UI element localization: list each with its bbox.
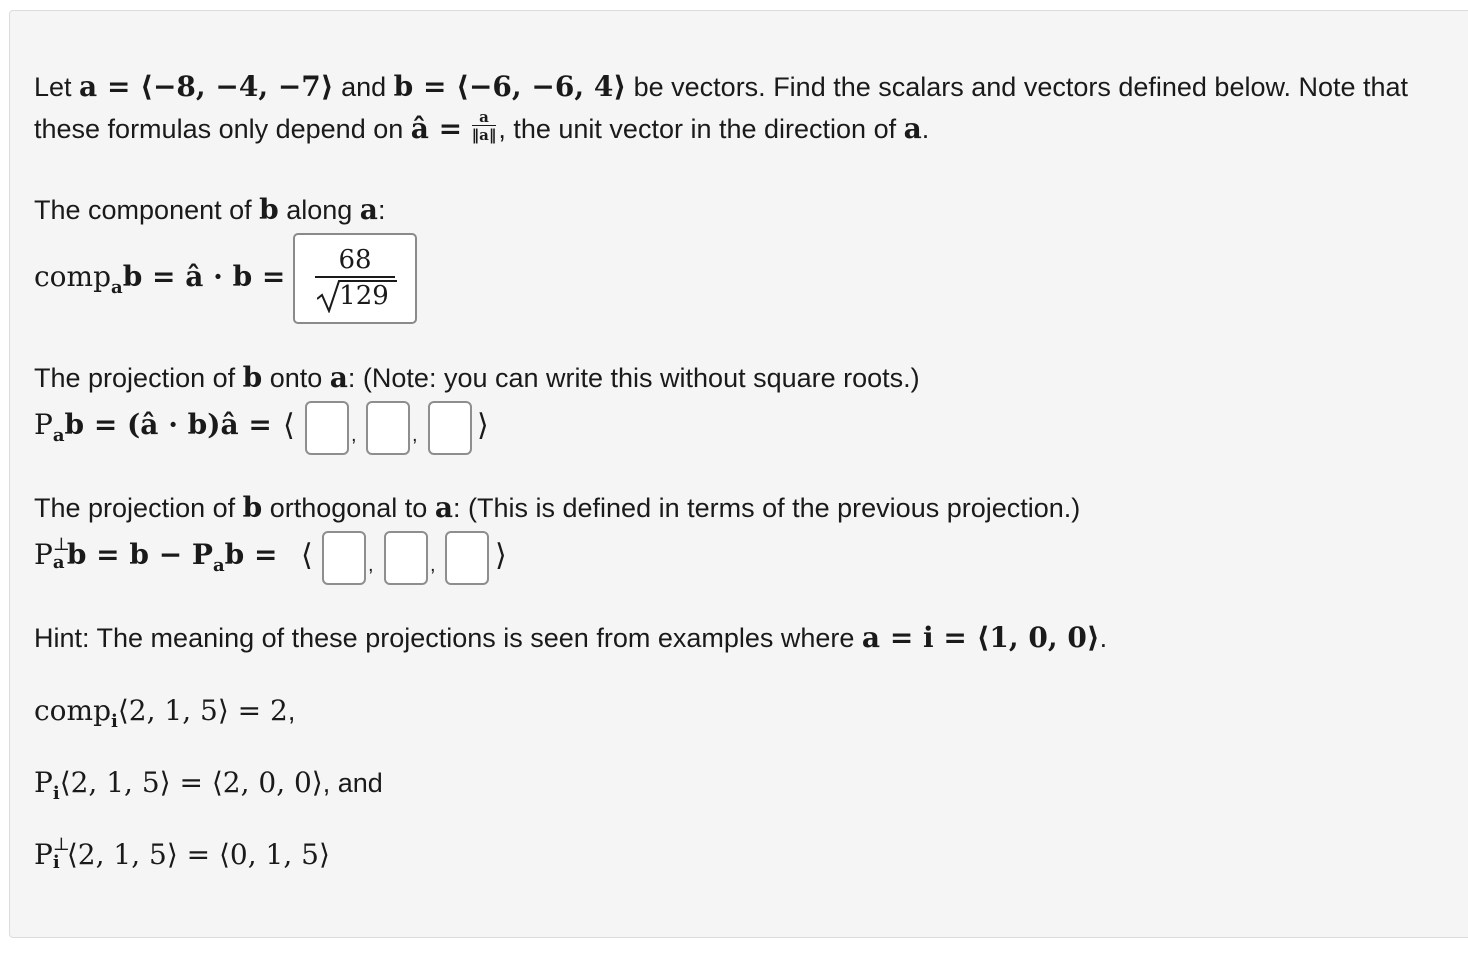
orthogonal-subscript: a bbox=[52, 552, 65, 573]
projection-comma-1: , bbox=[351, 424, 357, 446]
component-formula bbox=[34, 260, 285, 298]
orthogonal-formula bbox=[34, 534, 278, 576]
comp-operator: comp bbox=[34, 260, 112, 293]
component-heading-b: b bbox=[259, 193, 279, 226]
orthogonal-input-1[interactable] bbox=[322, 531, 366, 585]
projection-comma-2: , bbox=[412, 424, 418, 446]
example-projection-operator: P bbox=[34, 766, 53, 799]
example-orthogonal bbox=[34, 834, 330, 873]
orthogonal-supsub bbox=[52, 534, 70, 573]
projection-heading-b: b bbox=[242, 361, 263, 394]
intro-let: Let bbox=[34, 72, 80, 102]
projection-subscript: a bbox=[52, 425, 65, 446]
orthogonal-heading-mid: orthogonal to bbox=[262, 493, 435, 523]
example-projection-rest: ⟨2, 1, 5⟩ = ⟨2, 0, 0⟩ bbox=[59, 766, 323, 799]
component-heading-pre: The component of bbox=[34, 195, 260, 225]
fraction-denominator: ‖a‖ bbox=[471, 126, 497, 145]
example-orthogonal-rest: ⟨2, 1, 5⟩ = ⟨0, 1, 5⟩ bbox=[66, 838, 330, 871]
hint-period: . bbox=[1099, 623, 1108, 653]
intro-line2-start: these formulas only depend on bbox=[34, 114, 411, 144]
example-comp bbox=[34, 694, 295, 732]
answer-numerator: 68 bbox=[338, 245, 372, 275]
orthogonal-heading-a: a bbox=[434, 491, 453, 524]
vector-b-definition: b = ⟨−6, −6, 4⟩ bbox=[393, 70, 627, 103]
comp-formula-rest: b = â · b = bbox=[122, 260, 286, 293]
orthogonal-heading-end: : (This is defined in terms of the previous projection.) bbox=[453, 493, 1081, 523]
intro-period: . bbox=[921, 114, 930, 144]
orthogonal-close-bracket: ⟩ bbox=[495, 538, 507, 573]
projection-heading-mid: onto bbox=[262, 363, 330, 393]
unit-vector-eq: â = bbox=[410, 112, 463, 145]
projection-heading-a: a bbox=[329, 361, 348, 394]
component-heading-a: a bbox=[359, 193, 378, 226]
projection-heading bbox=[34, 361, 920, 394]
component-heading-end: : bbox=[377, 195, 386, 225]
orthogonal-input-3[interactable] bbox=[445, 531, 489, 585]
hint-text: Hint: The meaning of these projections is seen from examples where bbox=[34, 623, 862, 653]
unit-vector-fraction bbox=[472, 109, 497, 144]
projection-formula bbox=[34, 408, 272, 446]
intro-line-1 bbox=[34, 70, 1408, 103]
projection-input-1[interactable] bbox=[305, 401, 349, 455]
orthogonal-input-2[interactable] bbox=[384, 531, 428, 585]
orthogonal-comma-2: , bbox=[430, 554, 436, 576]
example-comp-comma: , bbox=[287, 696, 296, 726]
comp-subscript: a bbox=[111, 277, 123, 298]
orthogonal-subscript-2: a bbox=[212, 555, 225, 576]
orthogonal-comma-1: , bbox=[368, 554, 374, 576]
example-orthogonal-subscript: i bbox=[52, 852, 60, 873]
vector-a-symbol: a bbox=[903, 112, 922, 145]
orthogonal-operator: P bbox=[34, 538, 53, 571]
projection-operator: P bbox=[34, 408, 53, 441]
intro-line-2 bbox=[34, 108, 930, 148]
projection-formula-rest: b = (â · b)â = bbox=[64, 408, 272, 441]
intro-line2-end: , the unit vector in the direction of bbox=[498, 114, 904, 144]
orthogonal-formula-rest: b = b − P bbox=[66, 538, 213, 571]
example-orthogonal-operator: P bbox=[34, 838, 53, 871]
projection-heading-pre: The projection of bbox=[34, 363, 243, 393]
projection-input-2[interactable] bbox=[366, 401, 410, 455]
intro-and: and bbox=[333, 72, 394, 102]
example-orthogonal-supsub bbox=[52, 834, 70, 873]
example-comp-operator: comp bbox=[34, 694, 112, 727]
hint-line bbox=[34, 621, 1107, 654]
projection-close-bracket: ⟩ bbox=[477, 408, 489, 443]
perp-symbol: ⊥ bbox=[52, 534, 70, 555]
orthogonal-open-bracket: ⟨ bbox=[301, 538, 313, 573]
example-projection-and: , and bbox=[322, 768, 383, 798]
hint-math: a = i = ⟨1, 0, 0⟩ bbox=[861, 621, 1100, 654]
example-projection-subscript: i bbox=[52, 783, 60, 804]
answer-denominator: 129 bbox=[339, 281, 389, 311]
component-answer-box[interactable] bbox=[293, 233, 417, 324]
example-comp-rest: ⟨2, 1, 5⟩ = 2 bbox=[117, 694, 288, 727]
projection-open-bracket: ⟨ bbox=[283, 408, 295, 443]
component-heading bbox=[34, 193, 385, 226]
orthogonal-heading bbox=[34, 491, 1080, 524]
vector-a-definition: a = ⟨−8, −4, −7⟩ bbox=[79, 70, 334, 103]
projection-heading-end: : (Note: you can write this without square roots.) bbox=[347, 363, 920, 393]
example-projection bbox=[34, 766, 383, 804]
component-heading-mid: along bbox=[278, 195, 360, 225]
example-comp-subscript: i bbox=[111, 711, 118, 732]
fraction-numerator: a bbox=[472, 109, 497, 126]
projection-input-3[interactable] bbox=[428, 401, 472, 455]
orthogonal-formula-rest-2: b = bbox=[224, 538, 278, 571]
answer-fraction-bar bbox=[315, 276, 395, 278]
orthogonal-heading-pre: The projection of bbox=[34, 493, 243, 523]
orthogonal-heading-b: b bbox=[242, 491, 263, 524]
intro-tail: be vectors. Find the scalars and vectors defined below. Note that bbox=[626, 72, 1409, 102]
example-perp-symbol: ⊥ bbox=[52, 834, 70, 855]
